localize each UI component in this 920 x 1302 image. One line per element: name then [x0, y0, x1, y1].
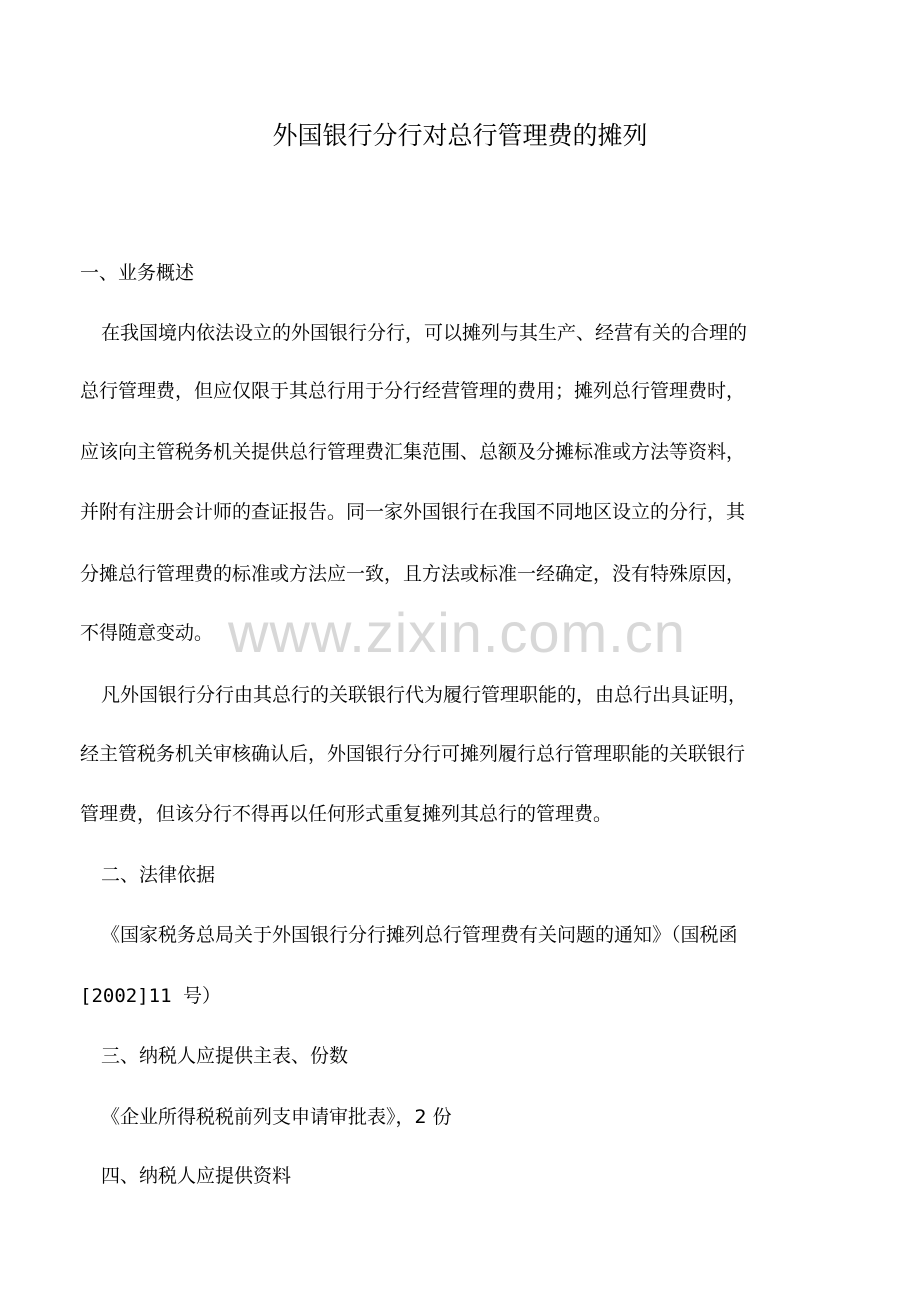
paragraph-line: 管理费，但该分行不得再以任何形式重复摊列其总行的管理费。 [80, 803, 613, 825]
paragraph-line: 并附有注册会计师的查证报告。同一家外国银行在我国不同地区设立的分行，其 [80, 501, 746, 523]
paragraph-line: 应该向主管税务机关提供总行管理费汇集范围、总额及分摊标准或方法等资料， [80, 441, 746, 463]
paragraph-line: 凡外国银行分行由其总行的关联银行代为履行管理职能的，由总行出具证明， [101, 684, 748, 706]
paragraph-line: 在我国境内依法设立的外国银行分行，可以摊列与其生产、经营有关的合理的 [101, 322, 748, 344]
document-title: 外国银行分行对总行管理费的摊列 [272, 121, 648, 150]
paragraph-line: 总行管理费，但应仅限于其总行用于分行经营管理的费用；摊列总行管理费时， [80, 380, 746, 402]
section-heading-legal-basis: 二、法律依据 [101, 864, 216, 886]
paragraph-line: 经主管税务机关审核确认后，外国银行分行可摊列履行总行管理职能的关联银行 [80, 743, 746, 765]
paragraph-line: 《企业所得税税前列支申请审批表》，2 份 [101, 1106, 452, 1128]
paragraph-line: 分摊总行管理费的标准或方法应一致，且方法或标准一经确定，没有特殊原因， [80, 563, 746, 585]
paragraph-line: [2002]11 号） [80, 985, 221, 1007]
section-heading-materials: 四、纳税人应提供资料 [101, 1165, 292, 1187]
paragraph-line: 不得随意变动。 [80, 622, 214, 644]
watermark: www.zixin.com.cn [228, 601, 686, 664]
paragraph-line: 《国家税务总局关于外国银行分行摊列总行管理费有关问题的通知》（国税函 [101, 924, 738, 946]
section-heading-forms: 三、纳税人应提供主表、份数 [101, 1045, 349, 1067]
section-heading-overview: 一、业务概述 [80, 262, 195, 284]
